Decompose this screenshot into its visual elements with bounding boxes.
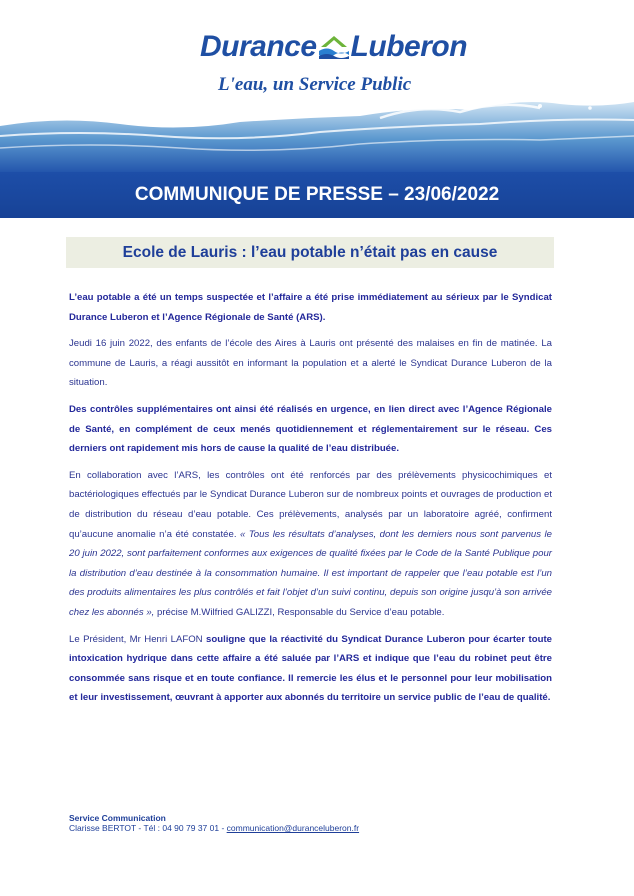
water-wave-image <box>0 96 634 176</box>
logo <box>200 30 468 64</box>
header <box>0 0 634 220</box>
banner-title: COMMUNIQUE DE PRESSE – 23/06/2022 <box>134 184 500 205</box>
logo-left-text: Durance <box>200 30 317 63</box>
paragraph-1: L’eau potable a été un temps suspectée et l’affaire a été prise immédiatement au sérieux par le Syndicat Durance Luberon et l’Agence Régionale de Santé (ARS). <box>69 292 552 323</box>
paragraph-3: Des contrôles supplémentaires ont ainsi été réalisés en urgence, en lien direct avec l’Agence Régionale de Santé, en complément de ceux menés quotidiennement et réglementairement sur le réseau. Ces derniers ont rapidement mis hors de cause la qualité de l’eau distribuée. <box>69 403 552 455</box>
paragraph-4-intro: En collaboration avec l’ARS, les contrôles ont été renforcés par des prélèvements physicochimiques et bactériologiques effectués par le Syndicat Durance Luberon sur de nombreux points et ouvrages de production et de distribution du réseau d’eau potable. Ces prélèvements, analysés par un laboratoire agréé, confirment qu’aucune anomalie n’a été constatée. <box>69 469 552 540</box>
footer-contact: Clarisse BERTOT - Tél : 04 90 79 37 01 - <box>69 823 227 833</box>
paragraph-5-body: souligne que la réactivité du Syndicat Durance Luberon pour écarter toute intoxication hydrique dans cette affaire a été saluée par l’ARS et indique que l’eau du robinet peut être consommée sans risque et en toute confiance. Il remercie les élus et le personnel pour leur mobilisation et leur investissement, œuvrant à apporter aux abonnés du territoire un service public de l’eau de qualité. <box>69 633 552 704</box>
water-logo-icon <box>317 33 351 59</box>
press-release-banner <box>0 172 634 218</box>
paragraph-4 <box>69 466 552 623</box>
logo-right-text: Luberon <box>350 30 468 63</box>
footer <box>69 813 469 833</box>
subtitle-text: Ecole de Lauris : l’eau potable n’était pas en cause <box>122 243 498 261</box>
paragraph-5-intro: Le Président, Mr Henri LAFON <box>69 633 203 645</box>
tagline: L'eau, un Service Public <box>218 74 412 95</box>
article-body <box>69 288 552 715</box>
paragraph-4-attribution: précise M.Wilfried GALIZZI, Responsable du Service d’eau potable. <box>154 606 445 618</box>
footer-contact-line <box>69 823 469 833</box>
paragraph-2: Jeudi 16 juin 2022, des enfants de l’école des Aires à Lauris ont présenté des malaises en fin de matinée. La commune de Lauris, a réagi aussitôt en informant la population et a alerté le Syndicat Durance Luberon de la situation. <box>69 338 552 389</box>
paragraph-5 <box>69 630 552 708</box>
paragraph-4-quote: « Tous les résultats d’analyses, dont les derniers nous sont parvenus le 20 juin 2022, sont parfaitement conformes aux exigences de qualité fixées par le Code de la Santé Publique pour la distribution d’eau destinée à la consommation humaine. Il est important de rappeler que l’eau potable est l’un des produits alimentaires les plus contrôlés et fait l’objet d’un suivi continu, depuis son origine jusqu’à son arrivée chez les abonnés », <box>69 528 552 618</box>
footer-email-link[interactable]: communication@duranceluberon.fr <box>226 823 360 833</box>
article-subtitle <box>66 237 554 268</box>
footer-department: Service Communication <box>69 813 166 823</box>
